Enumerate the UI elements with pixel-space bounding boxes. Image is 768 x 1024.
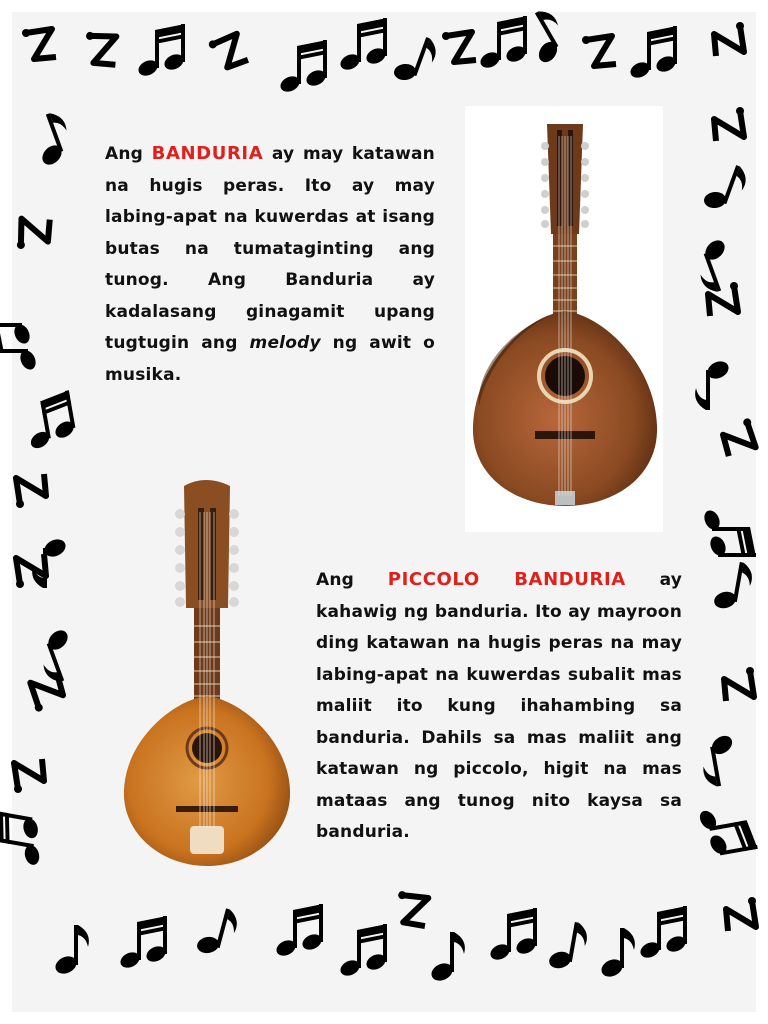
banduria-description [105,138,435,391]
banduria-text: ay may katawan na hugis peras. Ito ay may labing-apat na kuwerdas at isang butas na tumataginting ang tunog. Ang Banduria ay kadalasang ginagamit upang tugtugin ang [105,144,435,353]
piccolo-banduria-photo [118,478,296,868]
word-ang: Ang [316,570,355,590]
banduria-text-end: ng awit o musika. [105,333,436,385]
banduria-photo [465,106,663,532]
piccolo-text: ay kahawig ng banduria. Ito ay mayroon ding katawan na hugis peras na may labing-apat na kuwerdas subalit mas maliit ito kung ihahambing sa banduria. Dahils sa mas maliit ang katawan ng piccolo, higit na mas mataas ang tunog nito kaysa sa banduria. [316,570,683,842]
piccolo-name: PICCOLO BANDURIA [387,569,626,590]
piccolo-banduria-illustration [118,478,296,868]
banduria-illustration [465,106,663,532]
melody-word: melody [249,333,321,353]
word-ang: Ang [105,144,144,164]
banduria-name: BANDURIA [151,143,264,164]
piccolo-description [316,564,682,849]
